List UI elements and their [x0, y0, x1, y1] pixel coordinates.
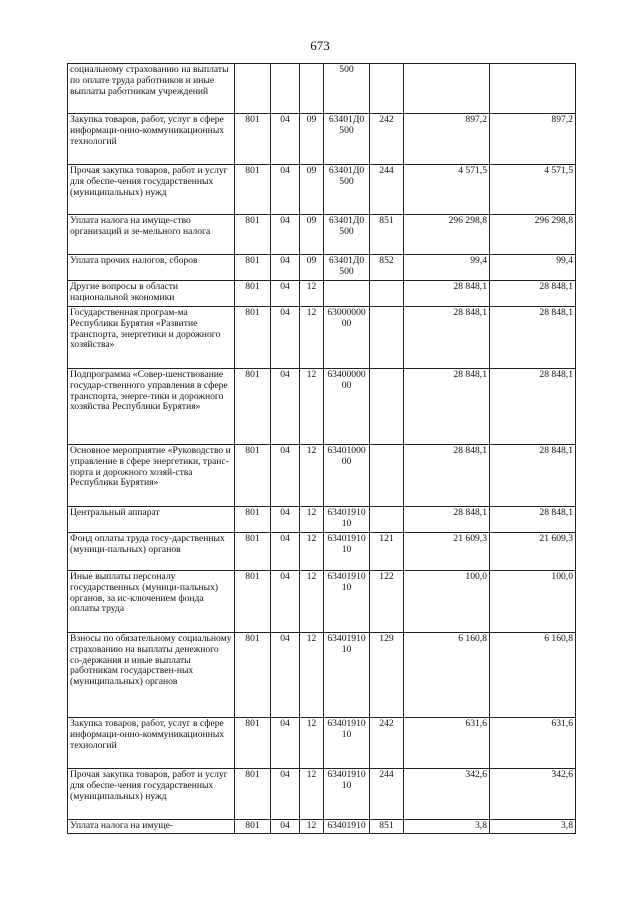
- section-code-cell: 04: [271, 507, 300, 533]
- subsection-code-cell: 12: [300, 769, 324, 820]
- expense-type-cell: [370, 445, 404, 507]
- target-article-cell: 63401910 10: [324, 571, 370, 633]
- ministry-code-cell: 801: [235, 369, 271, 445]
- table-row: [68, 307, 576, 369]
- subsection-code-cell: 12: [300, 533, 324, 571]
- table-row: [68, 633, 576, 718]
- expense-type-cell: [370, 281, 404, 307]
- total-amount-cell: 296 298,8: [404, 215, 490, 255]
- table-row: [68, 215, 576, 255]
- total-amount-cell: 3,8: [404, 820, 490, 834]
- expense-type-cell: [370, 507, 404, 533]
- target-article-cell: [324, 281, 370, 307]
- ministry-code-cell: 801: [235, 307, 271, 369]
- amount-cell: 296 298,8: [490, 215, 576, 255]
- page-number: 673: [310, 38, 330, 53]
- section-code-cell: 04: [271, 533, 300, 571]
- target-article-cell: 63401910 10: [324, 507, 370, 533]
- subsection-code-cell: 12: [300, 718, 324, 769]
- subsection-code-cell: [300, 64, 324, 114]
- section-code-cell: [271, 64, 300, 114]
- expense-type-cell: 244: [370, 165, 404, 215]
- subsection-code-cell: 09: [300, 165, 324, 215]
- target-article-cell: 63401000 00: [324, 445, 370, 507]
- amount-cell: 28 848,1: [490, 307, 576, 369]
- table-row: [68, 255, 576, 281]
- total-amount-cell: 99,4: [404, 255, 490, 281]
- row-name-cell: Уплата налога на имуще-ство организаций и зе-мельного налога: [68, 215, 235, 255]
- table-row: [68, 281, 576, 307]
- section-code-cell: 04: [271, 769, 300, 820]
- total-amount-cell: 28 848,1: [404, 369, 490, 445]
- target-article-cell: 63401Д0 500: [324, 165, 370, 215]
- total-amount-cell: [404, 64, 490, 114]
- subsection-code-cell: 12: [300, 507, 324, 533]
- expense-type-cell: 852: [370, 255, 404, 281]
- row-name-cell: Подпрограмма «Совер-шенствование государ-ственного управления в сфере транспорта, энерге-тики и дорожного хозяйства Республики Бурятия»: [68, 369, 235, 445]
- subsection-code-cell: 12: [300, 369, 324, 445]
- expense-type-cell: 851: [370, 820, 404, 834]
- table-row: [68, 769, 576, 820]
- ministry-code-cell: 801: [235, 820, 271, 834]
- expense-type-cell: [370, 307, 404, 369]
- target-article-cell: 63401Д0 500: [324, 114, 370, 165]
- ministry-code-cell: 801: [235, 114, 271, 165]
- amount-cell: 897,2: [490, 114, 576, 165]
- amount-cell: 342,6: [490, 769, 576, 820]
- subsection-code-cell: 09: [300, 255, 324, 281]
- ministry-code-cell: 801: [235, 165, 271, 215]
- row-name-cell: Уплата налога на имуще-: [68, 820, 235, 834]
- total-amount-cell: 28 848,1: [404, 281, 490, 307]
- ministry-code-cell: 801: [235, 571, 271, 633]
- table-row: [68, 64, 576, 114]
- row-name-cell: Основное мероприятие «Руководство и управление в сфере энергетики, транс-порта и дорожного хозяй-ства Республики Бурятия»: [68, 445, 235, 507]
- section-code-cell: 04: [271, 307, 300, 369]
- target-article-cell: 63000000 00: [324, 307, 370, 369]
- subsection-code-cell: 12: [300, 307, 324, 369]
- row-name-cell: Прочая закупка товаров, работ и услуг для обеспе-чения государственных (муниципальных) нужд: [68, 165, 235, 215]
- section-code-cell: 04: [271, 255, 300, 281]
- target-article-cell: 63400000 00: [324, 369, 370, 445]
- row-name-cell: Закупка товаров, работ, услуг в сфере информаци-онно-коммуникационных технологий: [68, 718, 235, 769]
- section-code-cell: 04: [271, 281, 300, 307]
- amount-cell: 99,4: [490, 255, 576, 281]
- table-row: [68, 507, 576, 533]
- expense-type-cell: 129: [370, 633, 404, 718]
- total-amount-cell: 6 160,8: [404, 633, 490, 718]
- subsection-code-cell: 09: [300, 114, 324, 165]
- ministry-code-cell: 801: [235, 533, 271, 571]
- amount-cell: 3,8: [490, 820, 576, 834]
- target-article-cell: 63401910 10: [324, 718, 370, 769]
- target-article-cell: 63401910 10: [324, 533, 370, 571]
- total-amount-cell: 342,6: [404, 769, 490, 820]
- row-name-cell: Центральный аппарат: [68, 507, 235, 533]
- total-amount-cell: 100,0: [404, 571, 490, 633]
- table-row: [68, 533, 576, 571]
- row-name-cell: Взносы по обязательному социальному страхованию на выплаты денежного со-держания и иные выплаты работникам государствен-ных (муниципальных) органов: [68, 633, 235, 718]
- total-amount-cell: 897,2: [404, 114, 490, 165]
- ministry-code-cell: 801: [235, 215, 271, 255]
- subsection-code-cell: 12: [300, 445, 324, 507]
- total-amount-cell: 4 571,5: [404, 165, 490, 215]
- row-name-cell: социальному страхованию на выплаты по оплате труда работников и иные выплаты работникам учреждений: [68, 64, 235, 114]
- amount-cell: 28 848,1: [490, 445, 576, 507]
- section-code-cell: 04: [271, 369, 300, 445]
- section-code-cell: 04: [271, 215, 300, 255]
- ministry-code-cell: [235, 64, 271, 114]
- section-code-cell: 04: [271, 718, 300, 769]
- target-article-cell: 63401Д0 500: [324, 215, 370, 255]
- expense-type-cell: 121: [370, 533, 404, 571]
- subsection-code-cell: 09: [300, 215, 324, 255]
- expense-type-cell: 244: [370, 769, 404, 820]
- subsection-code-cell: 12: [300, 571, 324, 633]
- amount-cell: 631,6: [490, 718, 576, 769]
- table-row: [68, 718, 576, 769]
- total-amount-cell: 28 848,1: [404, 507, 490, 533]
- total-amount-cell: 631,6: [404, 718, 490, 769]
- target-article-cell: 63401910 10: [324, 769, 370, 820]
- row-name-cell: Государственная програм-ма Республики Бурятия «Развитие транспорта, энергетики и дорожного хозяйства»: [68, 307, 235, 369]
- ministry-code-cell: 801: [235, 718, 271, 769]
- ministry-code-cell: 801: [235, 769, 271, 820]
- target-article-cell: 63401910 10: [324, 633, 370, 718]
- table-row: [68, 571, 576, 633]
- table-row: [68, 820, 576, 834]
- amount-cell: 28 848,1: [490, 369, 576, 445]
- amount-cell: 28 848,1: [490, 507, 576, 533]
- expense-type-cell: 242: [370, 114, 404, 165]
- expense-type-cell: [370, 369, 404, 445]
- expense-type-cell: 242: [370, 718, 404, 769]
- section-code-cell: 04: [271, 820, 300, 834]
- expense-type-cell: 851: [370, 215, 404, 255]
- total-amount-cell: 21 609,3: [404, 533, 490, 571]
- ministry-code-cell: 801: [235, 281, 271, 307]
- total-amount-cell: 28 848,1: [404, 445, 490, 507]
- row-name-cell: Прочая закупка товаров, работ и услуг для обеспе-чения государственных (муниципальных) нужд: [68, 769, 235, 820]
- target-article-cell: 63401910: [324, 820, 370, 834]
- section-code-cell: 04: [271, 165, 300, 215]
- subsection-code-cell: 12: [300, 820, 324, 834]
- amount-cell: 28 848,1: [490, 281, 576, 307]
- total-amount-cell: 28 848,1: [404, 307, 490, 369]
- row-name-cell: Уплата прочих налогов, сборов: [68, 255, 235, 281]
- table-row: [68, 165, 576, 215]
- subsection-code-cell: 12: [300, 281, 324, 307]
- amount-cell: 100,0: [490, 571, 576, 633]
- section-code-cell: 04: [271, 445, 300, 507]
- amount-cell: 21 609,3: [490, 533, 576, 571]
- ministry-code-cell: 801: [235, 507, 271, 533]
- ministry-code-cell: 801: [235, 633, 271, 718]
- row-name-cell: Другие вопросы в области национальной экономики: [68, 281, 235, 307]
- budget-table: [67, 63, 576, 834]
- table-row: [68, 114, 576, 165]
- row-name-cell: Фонд оплаты труда госу-дарственных (муници-пальных) органов: [68, 533, 235, 571]
- amount-cell: [490, 64, 576, 114]
- ministry-code-cell: 801: [235, 445, 271, 507]
- table-body: [68, 64, 576, 834]
- amount-cell: 6 160,8: [490, 633, 576, 718]
- row-name-cell: Закупка товаров, работ, услуг в сфере информаци-онно-коммуникационных технологий: [68, 114, 235, 165]
- section-code-cell: 04: [271, 571, 300, 633]
- expense-type-cell: 122: [370, 571, 404, 633]
- table-row: [68, 445, 576, 507]
- expense-type-cell: [370, 64, 404, 114]
- row-name-cell: Иные выплаты персоналу государственных (муници-пальных) органов, за ис-ключением фонда оплаты труда: [68, 571, 235, 633]
- target-article-cell: 500: [324, 64, 370, 114]
- subsection-code-cell: 12: [300, 633, 324, 718]
- target-article-cell: 63401Д0 500: [324, 255, 370, 281]
- ministry-code-cell: 801: [235, 255, 271, 281]
- section-code-cell: 04: [271, 114, 300, 165]
- table-row: [68, 369, 576, 445]
- amount-cell: 4 571,5: [490, 165, 576, 215]
- section-code-cell: 04: [271, 633, 300, 718]
